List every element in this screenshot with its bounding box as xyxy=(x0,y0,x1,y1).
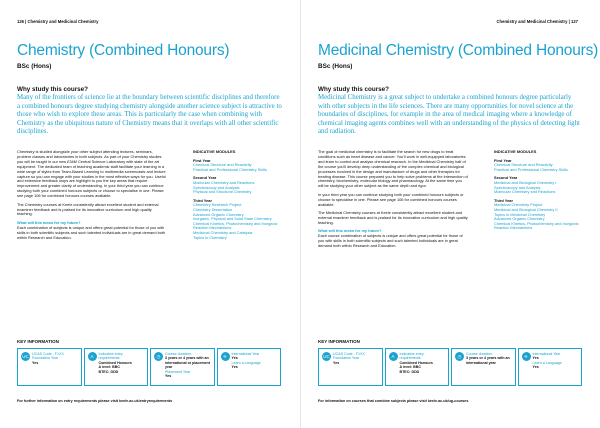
course-duration-box xyxy=(150,348,215,386)
body-paragraph: Chemistry is studied alongside your other subject attending lectures, seminars, problem classes and laboratories in both subjects. As part of your Chemistry studies you will be taught in our new £34M Central Science Laboratory with state of the art equipment. The dedicated team of teaching academic staff facilitate your learning in a wide range of styles from Team-Based Learning to multimedia screencasts and lecture capture so you can engage with your studies in the most effective ways for you. Useful and extensive feedback loops are highlight to you the key areas that require improvement and greater clarity of understanding. In your third year you can continue studying both your combined honours subjects or choose to specialise in one. Please see page 106 for combined honours courses available. xyxy=(17,149,166,199)
module-item: Chemical Structure and Reactivity xyxy=(494,162,553,168)
body-text xyxy=(17,150,167,244)
key-label: Indicative entry requirements: xyxy=(399,352,424,361)
entry-requirements-box xyxy=(84,348,149,386)
key-value: Yes xyxy=(231,356,238,361)
key-info-heading: KEY INFORMATION xyxy=(318,339,360,344)
body-paragraph: The Chemistry courses at Keele consistently attract excellent student and external examiner feedback and is praised for its innovative curriculum and high quality teaching. xyxy=(17,201,159,217)
why-heading: Why study this course? xyxy=(318,86,390,93)
modules-column xyxy=(494,150,589,231)
page-title: Medicinal Chemistry (Combined Honours) xyxy=(318,42,599,59)
module-item: Medicinal and Biological Chemistry II xyxy=(494,206,558,212)
page-title: Chemistry (Combined Honours) xyxy=(17,42,230,59)
key-value: Combined Honours xyxy=(98,360,132,365)
key-info-row xyxy=(17,348,281,386)
module-item: Molecular Chemistry and Reactions xyxy=(494,189,556,195)
why-heading: Why study this course? xyxy=(17,86,89,93)
page-runner: Chemistry and Medicinal Chemistry | 127 xyxy=(496,19,578,24)
key-value: 3 years or 4 years with an international or placement year xyxy=(165,356,210,370)
intro-paragraph: Medicinal Chemistry is a great subject to undertake a combined honours degree particularly with other subjects in the life sciences. There are many opportunities for novel science at the boundaries of disciplines, for example in the area of medical imaging where a knowledge of chemical imaging agents combines well with an understanding of the physics of detecting light and radiation. xyxy=(318,94,580,136)
entry-requirements-box xyxy=(385,348,450,386)
module-item: Practical and Professional Chemistry Skills xyxy=(494,166,568,172)
clock-icon: ◷ xyxy=(455,352,464,361)
module-item: Practical and Professional Chemistry Skills xyxy=(193,166,267,172)
module-item: Chemistry Dissertation xyxy=(193,206,233,212)
module-item: Chemistry Research Project xyxy=(193,202,242,208)
key-label: UCAS Code - F1XX xyxy=(333,352,365,356)
key-value: Yes xyxy=(165,374,172,379)
key-label: International Year xyxy=(532,352,561,356)
module-item: Advanced Organic Chemistry xyxy=(193,211,244,217)
body-paragraph: The Medicinal Chemistry courses at Keele consistently attract excellent student and external examiner feedback and is praised for its innovative curriculum and high quality teaching. xyxy=(318,210,468,225)
key-info-heading: KEY INFORMATION xyxy=(17,339,59,344)
clock-icon: ◷ xyxy=(154,352,163,361)
module-item: Topics in Chemistry xyxy=(193,234,227,240)
future-paragraph: Each combination of subjects is unique and offers great potential for those of you with skills in both scientific subjects and such talented individuals are in great demand both within Research and Education. xyxy=(17,224,166,240)
footer-note: For further information on entry requirements please visit keele.ac.uk/entryrequirements xyxy=(17,399,173,403)
key-label: International Year xyxy=(231,352,260,356)
key-value: BTEC: DDD xyxy=(399,369,420,374)
future-heading: What will this mean for my future? xyxy=(17,219,81,225)
module-item: Inorganic, Physical and Solid State Chemistry xyxy=(193,216,272,222)
module-item: Molecular Chemistry and Reactions xyxy=(193,179,255,185)
year-label: First Year xyxy=(193,157,211,163)
module-item: Chemical Structure and Reactivity xyxy=(193,162,252,168)
module-item: Spectroscopy and Analysis xyxy=(193,184,240,190)
degree-label: BSc (Hons) xyxy=(318,63,353,70)
key-label: Course duration: xyxy=(466,352,493,356)
ucas-code-box xyxy=(318,348,383,386)
key-value: A level: BBC xyxy=(399,365,421,370)
year-label: Second Year xyxy=(193,175,217,181)
ucas-icon: UC xyxy=(323,354,330,359)
page-runner: 126 | Chemistry and Medicinal Chemistry xyxy=(17,19,99,24)
degree-label: BSc (Hons) xyxy=(17,63,52,70)
key-label: Learn a Language xyxy=(231,360,261,365)
key-value: 3 years or 4 years with an international year xyxy=(466,356,510,365)
key-label: Foundation Year xyxy=(32,356,59,361)
key-value: Yes xyxy=(32,360,39,365)
grade-icon: A xyxy=(389,352,398,361)
body-paragraph: In your third year you can continue studying both your combined honours subjects or choose to specialise in one. Please see page 106 for combined honours courses available. xyxy=(318,191,464,207)
intro-paragraph: Many of the frontiers of science lie at the boundary between scientific disciplines and therefore a combined honours degree studying chemistry alongside another science subject is attractive to those who wish to explore these areas. This is particularly the case when combining with Chemistry as the ubiquitous nature of Chemistry means that it overlaps with all other scientific disciplines. xyxy=(17,94,282,136)
key-value: BTEC: DDD xyxy=(98,369,119,374)
body-paragraph: The goal of medicinal chemistry is to facilitate the search for new drugs to treat conditions such as heart disease and cancer. You'll work in well-equipped laboratories and learn to control and analyse chemical research. In the Medicinal Chemistry half of the course you'll develop deep understanding of the complex chemical and biological processes involved in the design and manufacture of drugs and other therapies for treating disease. This course prepared you to help solve problems at the intersection of chemistry, biochemistry, molecular biology and pharmacology. At the same time you will be studying your other subject as the same depth and rigor. xyxy=(318,149,468,189)
international-year-box xyxy=(518,348,583,386)
key-value: Yes xyxy=(231,365,238,370)
key-label: Foundation Year xyxy=(333,356,360,361)
body-text xyxy=(318,150,468,253)
key-label: UCAS Code - F1XX xyxy=(32,352,64,356)
future-heading: What will this mean for my future? xyxy=(318,228,382,234)
key-value: Yes xyxy=(532,356,539,361)
module-item: Physical and Structural Chemistry xyxy=(193,189,252,195)
year-label: First Year xyxy=(494,157,512,163)
key-info-row xyxy=(318,348,582,386)
module-item: Chemical Kinetics, Photochemistry and Inorganic Reaction Mechanisms xyxy=(494,220,579,231)
module-item: Chemical Kinetics, Photochemistry and Inorganic Reaction Mechanisms xyxy=(193,220,278,231)
modules-heading: INDICATIVE MODULES xyxy=(494,149,537,154)
key-value: Yes xyxy=(333,360,340,365)
module-item: Advanced Organic Chemistry xyxy=(494,216,545,222)
key-label: Indicative entry requirements: xyxy=(98,352,123,361)
grade-icon: A xyxy=(88,352,97,361)
footer-note: For information on courses that combine subjects please visit keele.ac.uk/ug-courses xyxy=(318,399,469,403)
key-label: Placement Year xyxy=(165,369,191,374)
module-item: Medicinal Chemistry Project xyxy=(494,202,543,208)
ucas-icon: UC xyxy=(22,354,29,359)
module-item: Medicinal and Biological Chemistry I xyxy=(494,179,557,185)
key-value: Combined Honours xyxy=(399,360,433,365)
ucas-code-box xyxy=(17,348,82,386)
year-label: Third Year xyxy=(494,197,513,203)
key-value: A level: BBC xyxy=(98,365,120,370)
module-item: Topics in Medicinal Chemistry xyxy=(494,211,546,217)
modules-column xyxy=(193,150,288,240)
plane-icon: ✈ xyxy=(221,352,230,361)
key-label: Learn a Language xyxy=(532,360,562,365)
year-label: Second Year xyxy=(494,175,518,181)
right-page xyxy=(300,0,600,428)
course-duration-box xyxy=(451,348,516,386)
international-year-box xyxy=(217,348,282,386)
module-item: Medicinal Chemistry and Catalysis xyxy=(193,229,253,235)
key-value: Yes xyxy=(532,365,539,370)
key-label: Course duration: xyxy=(165,352,192,356)
modules-heading: INDICATIVE MODULES xyxy=(193,149,236,154)
year-label: Third Year xyxy=(193,197,212,203)
module-item: Spectroscopy and Analysis xyxy=(494,184,541,190)
future-paragraph: Each course combination of subjects is unique and offers great potential for those of you with skills in both scientific subjects and such talented individuals are in great demand both within Research and Education. xyxy=(318,233,463,249)
plane-icon: ✈ xyxy=(522,352,531,361)
